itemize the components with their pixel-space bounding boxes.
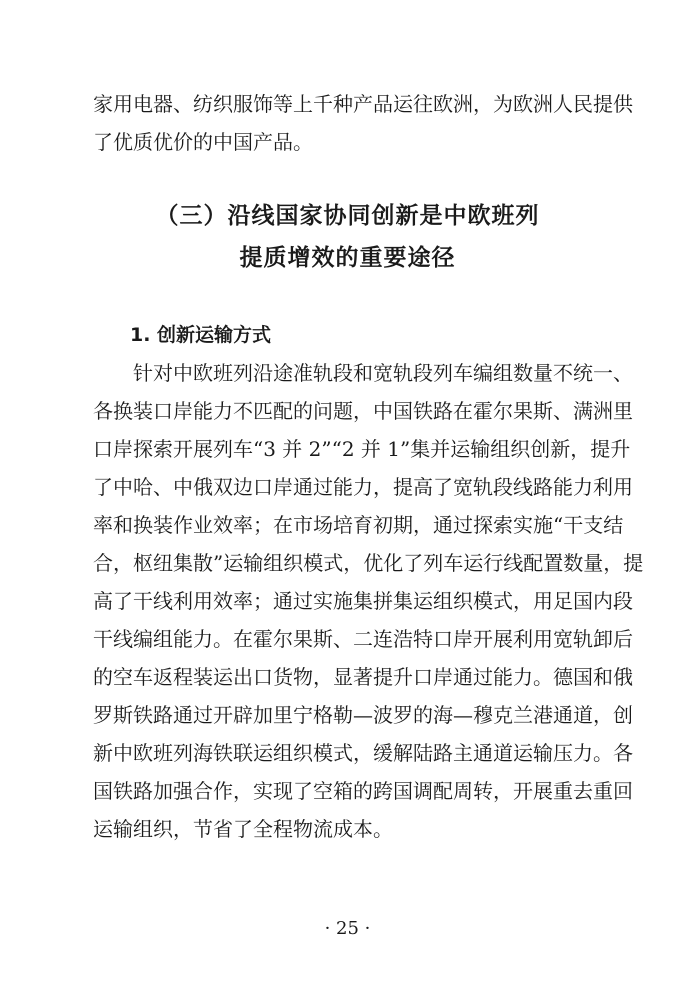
paragraph-line: 高了干线利用效率；通过实施集拼集运组织模式，用足国内段 xyxy=(93,589,633,613)
continuation-line: 家用电器、纺织服饰等上千种产品运往欧洲，为欧洲人民提供 xyxy=(93,92,633,116)
paragraph-line: 各换装口岸能力不匹配的问题，中国铁路在霍尔果斯、满洲里 xyxy=(93,399,633,423)
paragraph-line: 口岸探索开展列车“3 并 2”“2 并 1”集并运输组织创新，提升 xyxy=(93,437,631,461)
paragraph-line: 合，枢纽集散”运输组织模式，优化了列车运行线配置数量，提 xyxy=(93,551,644,575)
paragraph-line: 率和换装作业效率；在市场培育初期，通过探索实施“干支结 xyxy=(93,513,624,537)
paragraph-line: 干线编组能力。在霍尔果斯、二连浩特口岸开展利用宽轨卸后 xyxy=(93,627,633,651)
paragraph-line: 罗斯铁路通过开辟加里宁格勒—波罗的海—穆克兰港通道，创 xyxy=(93,703,633,727)
paragraph-line: 的空车返程装运出口货物，显著提升口岸通过能力。德国和俄 xyxy=(93,665,633,689)
paragraph-line: 新中欧班列海铁联运组织模式，缓解陆路主通道运输压力。各 xyxy=(93,741,633,765)
section-heading-line-2: 提质增效的重要途径 xyxy=(239,245,456,271)
paragraph-line: 运输组织，节省了全程物流成本。 xyxy=(93,817,393,841)
subsection-title: 1. 创新运输方式 xyxy=(130,324,272,346)
paragraph-line: 针对中欧班列沿途准轨段和宽轨段列车编组数量不统一、 xyxy=(133,361,633,385)
section-heading-line-1: （三）沿线国家协同创新是中欧班列 xyxy=(155,203,540,229)
paragraph-line: 国铁路加强合作，实现了空箱的跨国调配周转，开展重去重回 xyxy=(93,779,633,803)
paragraph-line: 了中哈、中俄双边口岸通过能力，提高了宽轨段线路能力利用 xyxy=(93,475,633,499)
continuation-line: 了优质优价的中国产品。 xyxy=(93,130,313,154)
page-number: · 25 · xyxy=(324,918,371,939)
